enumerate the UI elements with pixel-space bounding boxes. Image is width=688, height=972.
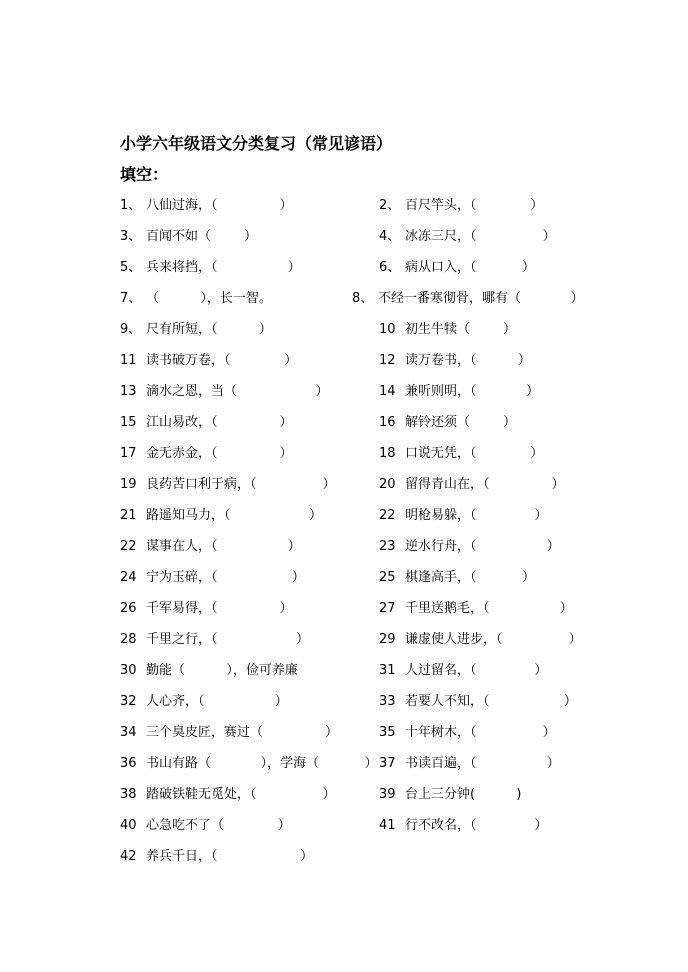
question-text: 滴水之恩，当（ ） [146, 384, 329, 399]
question-number: 16 [379, 415, 396, 430]
question-text: 良药苦口利于病，（ ） [146, 477, 336, 492]
question-item [379, 569, 535, 587]
question-number: 25 [379, 570, 396, 585]
question-number: 34 [120, 725, 137, 740]
question-text: 踏破铁鞋无觅处，（ ） [146, 787, 336, 802]
question-number: 33 [379, 694, 396, 709]
question-text: 解铃还须（ ） [405, 415, 517, 430]
question-item [379, 414, 516, 432]
question-item [379, 786, 521, 804]
question-number: 20 [379, 477, 396, 492]
question-item [120, 228, 257, 246]
question-item [120, 259, 301, 277]
question-number: 30 [120, 663, 137, 678]
question-number: 31 [379, 663, 396, 678]
question-item [379, 755, 560, 773]
section-subtitle: 填空： [120, 165, 169, 184]
question-item [379, 197, 543, 215]
question-number: 19 [120, 477, 137, 492]
question-item [379, 693, 577, 711]
question-item [379, 600, 573, 618]
question-item [120, 693, 288, 711]
page-title: 小学六年级语文分类复习（常见谚语） [120, 134, 393, 153]
question-number: 22 [120, 539, 137, 554]
question-item [120, 414, 293, 432]
question-text: 行不改名，（ ） [405, 818, 548, 833]
question-item [120, 538, 301, 556]
question-number: 17 [120, 446, 137, 461]
question-item [379, 507, 547, 525]
question-number: 3、 [120, 229, 142, 244]
question-item [120, 755, 378, 773]
question-item [379, 476, 565, 494]
question-text: （ ），长一智。 [146, 291, 272, 306]
question-number: 24 [120, 570, 137, 585]
question-number: 21 [120, 508, 137, 523]
question-item [120, 507, 322, 525]
question-text: 尺有所短，（ ） [146, 322, 272, 337]
question-text: 谋事在人，（ ） [146, 539, 301, 554]
question-number: 12 [379, 353, 396, 368]
question-item [120, 383, 329, 401]
question-number: 23 [379, 539, 396, 554]
question-number: 32 [120, 694, 137, 709]
question-text: 台上三分钟( ) [405, 787, 522, 802]
question-text: 读万卷书，（ ） [405, 353, 531, 368]
question-item [120, 724, 338, 742]
question-text: 不经一番寒彻骨，哪有（ ） [378, 291, 584, 306]
question-item [120, 290, 272, 308]
question-text: 初生牛犊（ ） [405, 322, 517, 337]
question-text: 百闻不如（ ） [146, 229, 258, 244]
question-text: 勤能（ ），俭可养廉 [146, 663, 298, 678]
question-number: 35 [379, 725, 396, 740]
question-text: 冰冻三尺，（ ） [405, 229, 556, 244]
question-number: 37 [379, 756, 396, 771]
question-number: 18 [379, 446, 396, 461]
question-text: 棋逢高手，（ ） [405, 570, 535, 585]
question-text: 千里之行，（ ） [146, 632, 310, 647]
question-text: 路遥知马力，（ ） [146, 508, 323, 523]
question-item [120, 848, 313, 866]
question-number: 38 [120, 787, 137, 802]
question-number: 11 [120, 353, 137, 368]
question-item [379, 383, 539, 401]
question-text: 人心齐，（ ） [146, 694, 288, 709]
question-item [120, 786, 336, 804]
question-text: 八仙过海，（ ） [146, 198, 293, 213]
question-number: 28 [120, 632, 137, 647]
question-number: 42 [120, 849, 137, 864]
question-item [120, 352, 297, 370]
question-number: 8、 [352, 291, 374, 306]
question-number: 41 [379, 818, 396, 833]
question-number: 27 [379, 601, 396, 616]
question-text: 书山有路（ ），学海（ ） [146, 756, 378, 771]
question-item [379, 445, 543, 463]
question-text: 千军易得，（ ） [146, 601, 293, 616]
question-item [120, 662, 298, 680]
question-text: 口说无凭，（ ） [405, 446, 544, 461]
question-item [120, 817, 291, 835]
question-item [379, 228, 556, 246]
question-item [120, 445, 293, 463]
question-text: 人过留名，（ ） [405, 663, 548, 678]
question-number: 22 [379, 508, 396, 523]
question-text: 明枪易躲，（ ） [405, 508, 548, 523]
question-item [120, 631, 309, 649]
question-item [120, 197, 293, 215]
question-text: 心急吃不了（ ） [146, 818, 291, 833]
question-item [379, 631, 582, 649]
question-number: 10 [379, 322, 396, 337]
question-number: 7、 [120, 291, 142, 306]
question-text: 三个臭皮匠，赛过（ ） [146, 725, 338, 740]
question-item [120, 321, 272, 339]
question-text: 江山易改，（ ） [146, 415, 293, 430]
question-item [379, 662, 547, 680]
question-number: 5、 [120, 260, 142, 275]
question-number: 2、 [379, 198, 401, 213]
question-number: 40 [120, 818, 137, 833]
question-text: 兵来将挡，（ ） [146, 260, 301, 275]
question-number: 26 [120, 601, 137, 616]
question-number: 39 [379, 787, 396, 802]
question-text: 读书破万卷，（ ） [146, 353, 298, 368]
question-text: 谦虚使人进步，（ ） [405, 632, 582, 647]
question-number: 1、 [120, 198, 142, 213]
question-number: 36 [120, 756, 137, 771]
question-item [352, 290, 584, 308]
question-number: 14 [379, 384, 396, 399]
question-number: 13 [120, 384, 137, 399]
question-text: 千里送鹅毛，（ ） [405, 601, 573, 616]
question-number: 9、 [120, 322, 142, 337]
question-text: 留得青山在，（ ） [405, 477, 565, 492]
question-text: 逆水行舟，（ ） [405, 539, 560, 554]
question-text: 十年树木，（ ） [405, 725, 556, 740]
question-text: 若要人不知，（ ） [405, 694, 577, 709]
question-item [120, 476, 336, 494]
question-item [379, 538, 560, 556]
question-text: 宁为玉碎，（ ） [146, 570, 305, 585]
question-item [379, 352, 531, 370]
question-text: 养兵千日，（ ） [146, 849, 314, 864]
question-text: 病从口入，（ ） [405, 260, 535, 275]
question-item [120, 600, 293, 618]
question-text: 百尺竿头，（ ） [405, 198, 544, 213]
question-number: 4、 [379, 229, 401, 244]
question-item [379, 724, 556, 742]
question-text: 金无赤金，（ ） [146, 446, 293, 461]
question-number: 15 [120, 415, 137, 430]
question-item [120, 569, 305, 587]
question-text: 书读百遍，（ ） [405, 756, 560, 771]
question-item [379, 259, 535, 277]
question-item [379, 817, 547, 835]
question-number: 29 [379, 632, 396, 647]
question-number: 6、 [379, 260, 401, 275]
question-text: 兼听则明，（ ） [405, 384, 540, 399]
question-item [379, 321, 516, 339]
